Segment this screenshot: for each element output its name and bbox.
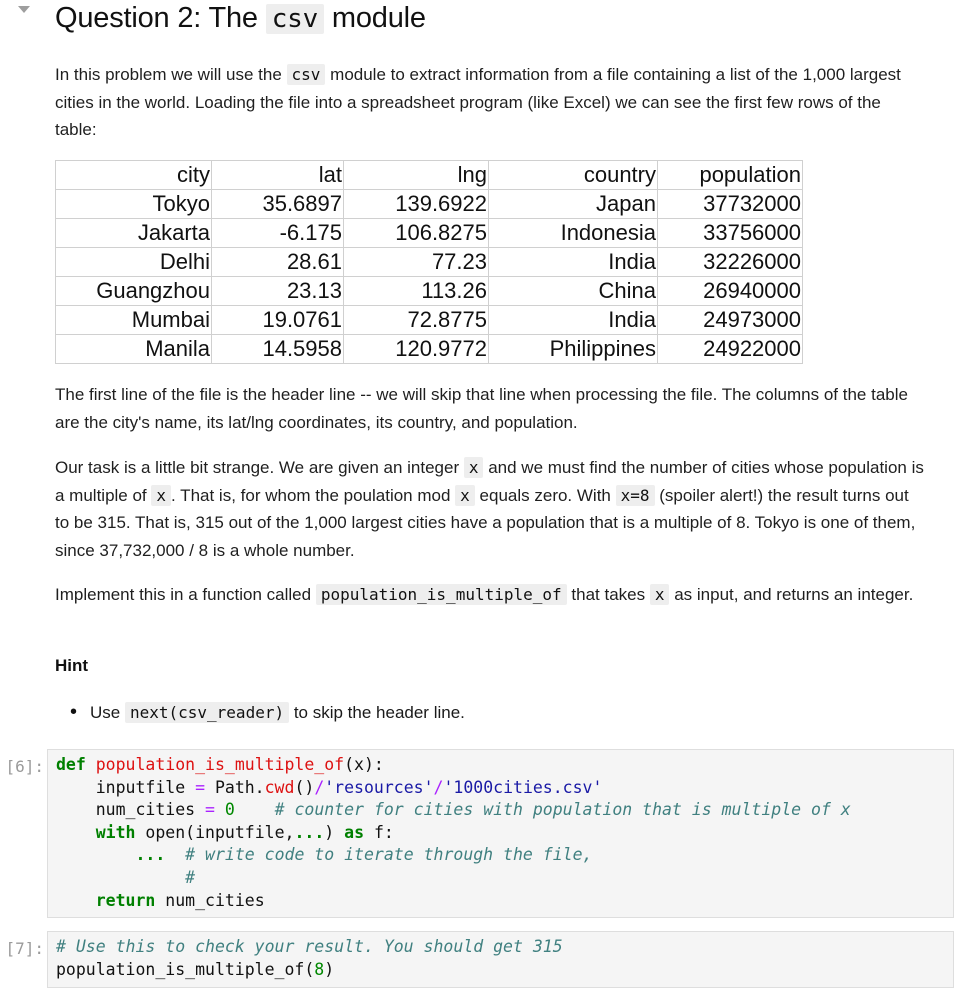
table-cell: 37732000 <box>658 190 803 219</box>
table-cell: 35.6897 <box>212 190 344 219</box>
table-cell: 19.0761 <box>212 306 344 335</box>
table-row <box>56 277 803 306</box>
code-line <box>56 844 945 867</box>
table-row <box>56 190 803 219</box>
table-cell: 77.23 <box>344 248 489 277</box>
code-token: num_cities <box>56 800 206 820</box>
implement-paragraph <box>55 581 925 609</box>
heading-prefix: Question 2: The <box>55 2 258 34</box>
table-cell: Guangzhou <box>56 277 212 306</box>
intro-code: csv <box>287 64 326 85</box>
table-cell: 24922000 <box>658 335 803 364</box>
code-line <box>56 799 945 822</box>
code-token <box>56 891 96 910</box>
code-token: # <box>185 867 196 887</box>
table-cell: 32226000 <box>658 248 803 277</box>
table-header-cell: population <box>658 161 803 190</box>
header-line-paragraph: The first line of the file is the header line -- we will skip that line when processing the file. The columns of the table are the city's name, its lat/lng coordinates, its country, and population. <box>55 385 908 432</box>
table-cell: 120.9772 <box>344 335 489 364</box>
cell-prompt: [7]: <box>5 939 44 958</box>
code-token <box>235 800 275 819</box>
table-cell: Indonesia <box>489 219 658 248</box>
code-token: 8 <box>314 959 325 979</box>
implement-text-a: Implement this in a function called <box>55 585 312 604</box>
code-token: ... <box>294 822 325 842</box>
task-text-e: (spoiler alert!) the result turns out to be 315. That is, 315 out of the 1,000 largest cities have a population that is a multiple of 8. Tokyo is one of them, since 37,732,000 / 8 is a whole number. <box>55 485 916 560</box>
code-token: = <box>195 777 206 797</box>
heading-suffix: module <box>331 2 426 34</box>
table-cell: China <box>489 277 658 306</box>
code-token: return <box>95 890 156 910</box>
task-text-a: Our task is a little bit strange. We are given an integer <box>55 458 460 477</box>
implement-code-x: x <box>650 584 670 605</box>
table-cell: 14.5958 <box>212 335 344 364</box>
code-token: num_cities <box>155 890 265 910</box>
code-token: inputfile <box>56 777 196 797</box>
code-cell-function[interactable] <box>47 749 954 918</box>
code-token: Path. <box>205 777 265 797</box>
cities-table <box>55 160 803 364</box>
code-token: = <box>205 800 215 820</box>
table-cell: Manila <box>56 335 212 364</box>
table-cell: 28.61 <box>212 248 344 277</box>
hint-list <box>70 698 465 727</box>
table-header-cell: country <box>489 161 658 190</box>
table-header-cell: lat <box>212 161 344 190</box>
implement-text-b: that takes <box>571 585 646 604</box>
table-cell: 139.6922 <box>344 190 489 219</box>
task-code-x: x <box>455 485 475 506</box>
code-token <box>56 823 96 842</box>
code-token: / <box>433 777 444 797</box>
code-line <box>56 822 945 845</box>
task-text-d: equals zero. With <box>479 485 611 505</box>
code-token: def <box>56 755 86 774</box>
task-text-c: . That is, for whom the poulation mod <box>171 485 451 505</box>
code-token <box>215 800 225 819</box>
table-cell: 26940000 <box>658 277 803 306</box>
code-token: with <box>95 822 136 842</box>
task-paragraph <box>55 454 925 564</box>
table-header-cell: lng <box>344 161 489 190</box>
table-cell: India <box>489 306 658 335</box>
code-token: as <box>344 822 365 842</box>
hint-text-use: Use <box>90 703 121 722</box>
table-cell: 72.8775 <box>344 306 489 335</box>
code-token: open(inputfile, <box>135 822 295 842</box>
code-token: cwd <box>264 777 295 797</box>
code-line <box>56 959 945 982</box>
code-line <box>56 867 945 890</box>
code-token <box>56 845 135 864</box>
implement-text-c: as input, and returns an integer. <box>674 585 914 604</box>
code-cell-check[interactable] <box>47 931 954 988</box>
table-cell: 113.26 <box>344 277 489 306</box>
question-heading <box>55 0 426 37</box>
code-token: # counter for cities with population that is multiple of x <box>274 800 851 820</box>
table-row <box>56 248 803 277</box>
table-cell: Philippines <box>489 335 658 364</box>
task-text-b: and we must find the number of cities whose population is a multiple of <box>55 458 924 505</box>
table-cell: 24973000 <box>658 306 803 335</box>
code-line <box>56 754 945 777</box>
table-cell: Mumbai <box>56 306 212 335</box>
table-cell: Delhi <box>56 248 212 277</box>
collapse-caret-icon[interactable] <box>18 6 30 13</box>
code-token: ... <box>135 845 166 865</box>
implement-code-fn: population_is_multiple_of <box>316 584 567 605</box>
table-row <box>56 335 803 364</box>
list-item <box>70 698 465 727</box>
code-token: f: <box>364 822 394 842</box>
code-line <box>56 936 945 959</box>
table-cell: 23.13 <box>212 277 344 306</box>
table-row <box>56 219 803 248</box>
hint-text-rest: to skip the header line. <box>293 703 465 722</box>
code-token: 'resources' <box>324 777 434 797</box>
table-cell: India <box>489 248 658 277</box>
code-token: '1000cities.csv' <box>443 777 603 797</box>
code-token: () <box>294 777 315 797</box>
cell-prompt: [6]: <box>5 757 44 776</box>
table-header-cell: city <box>56 161 212 190</box>
code-token: population_is_multiple_of( <box>56 959 315 979</box>
code-token: ) <box>324 822 345 842</box>
task-code-x: x <box>151 485 171 506</box>
code-token <box>165 845 185 864</box>
heading-code: csv <box>266 4 324 34</box>
table-cell: 106.8275 <box>344 219 489 248</box>
task-code-x: x <box>464 457 484 478</box>
code-token: ) <box>324 959 335 979</box>
hint-code: next(csv_reader) <box>125 702 289 723</box>
code-token: (x): <box>344 755 384 774</box>
code-token <box>56 868 185 887</box>
task-code-x8: x=8 <box>616 485 655 506</box>
code-token: population_is_multiple_of <box>95 755 345 774</box>
code-token: # Use this to check your result. You should get 315 <box>56 937 563 956</box>
table-cell: 33756000 <box>658 219 803 248</box>
intro-text-2: module to extract information from a file containing a list of the 1,000 largest cities in the world. Loading the file into a spreadsheet program (like Excel) we can see the first few rows of the table: <box>55 65 901 139</box>
intro-paragraph <box>55 61 925 144</box>
table-row <box>56 306 803 335</box>
code-token: / <box>314 777 325 797</box>
table-header-row <box>56 161 803 190</box>
table-cell: Japan <box>489 190 658 219</box>
hint-heading: Hint <box>55 656 89 675</box>
table-cell: Jakarta <box>56 219 212 248</box>
code-line <box>56 890 945 913</box>
intro-text-1: In this problem we will use the <box>55 65 282 84</box>
table-cell: Tokyo <box>56 190 212 219</box>
code-line <box>56 777 945 800</box>
code-token: # write code to iterate through the file, <box>185 845 593 865</box>
table-cell: -6.175 <box>212 219 344 248</box>
code-token: 0 <box>224 800 235 820</box>
